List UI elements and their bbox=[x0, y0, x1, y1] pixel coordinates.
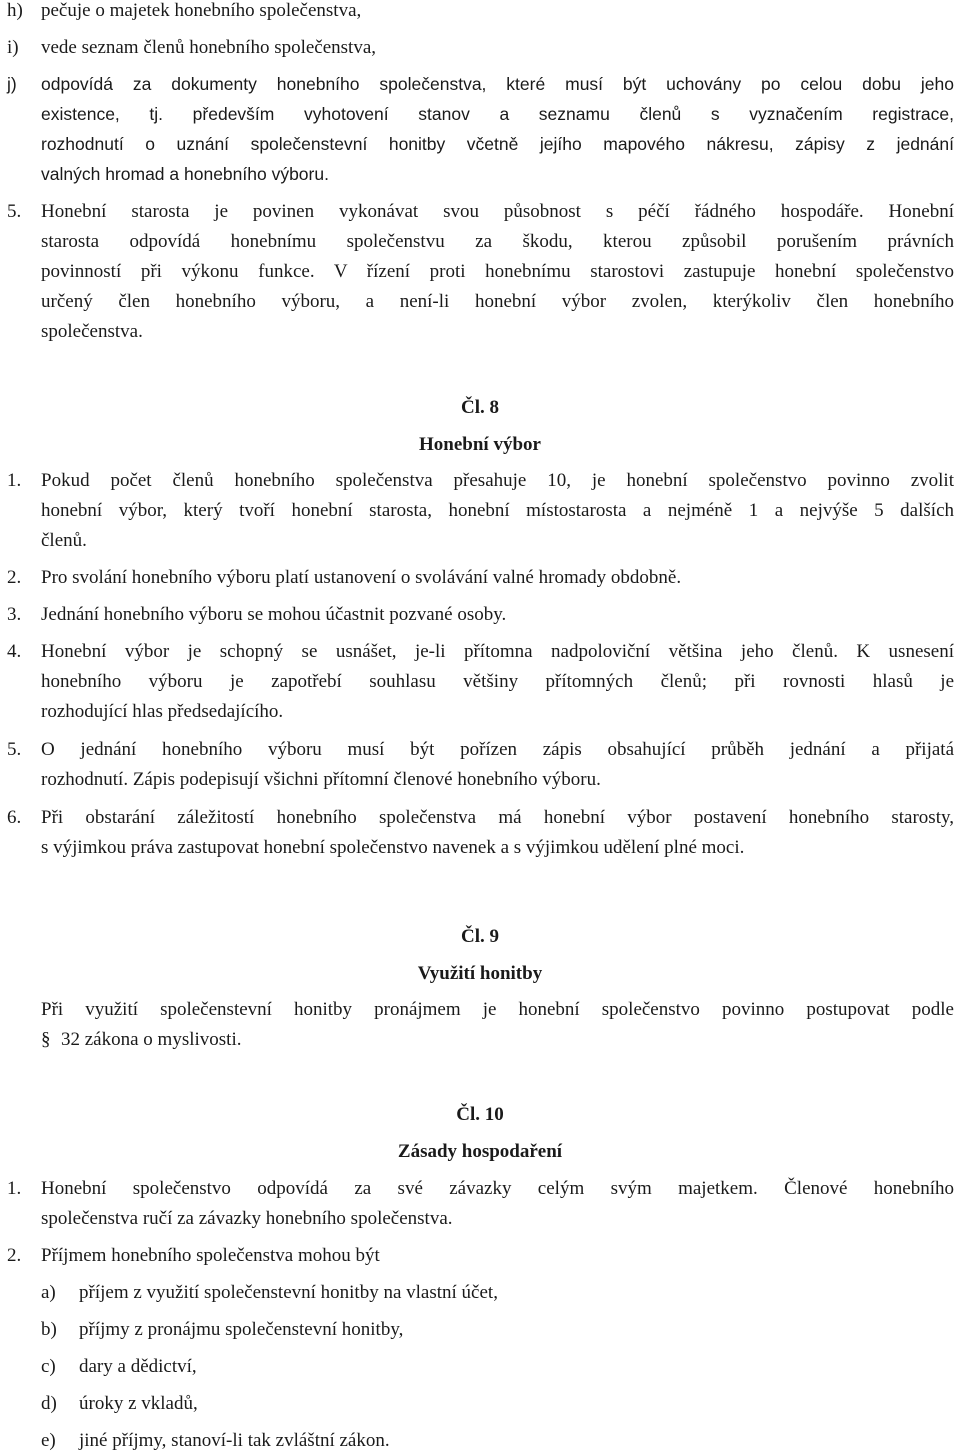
paragraph-line: Pokud počet členů honebního společenstva přesahuje 10, je honební společenstvo povinno zvolit bbox=[41, 470, 954, 491]
article-title: Honební výbor bbox=[419, 434, 541, 455]
paragraph-line: rozhodnutí. Zápis podepisují všichni přítomní členové honebního výboru. bbox=[41, 769, 601, 790]
item-text: úroky z vkladů, bbox=[79, 1393, 198, 1414]
section-sign: § bbox=[41, 1029, 51, 1050]
paragraph-line: Honební společenstvo odpovídá za své závazky celým svým majetkem. Členové honebního bbox=[41, 1178, 954, 1199]
paragraph-label: 4. bbox=[7, 641, 22, 662]
paragraph-line: valných hromad a honebního výboru. bbox=[41, 164, 329, 184]
paragraph-label: 2. bbox=[7, 1245, 22, 1266]
paragraph-label: 5. bbox=[7, 739, 22, 760]
paragraph-line: Honební výbor je schopný se usnášet, je-li přítomna nadpoloviční většina jeho členů. K usnesení bbox=[41, 641, 954, 662]
paragraph-line: odpovídá za dokumenty honebního společenstva, které musí být uchovány po celou dobu jeho bbox=[41, 74, 954, 94]
paragraph-label: 2. bbox=[7, 567, 22, 588]
article-title: Zásady hospodaření bbox=[397, 1141, 563, 1162]
item-label: c) bbox=[41, 1356, 56, 1377]
article-number: Čl. 9 bbox=[461, 926, 499, 947]
item-text: pečuje o majetek honebního společenstva, bbox=[41, 0, 362, 21]
article-title: Využití honitby bbox=[417, 963, 543, 984]
article-number: Čl. 8 bbox=[461, 397, 499, 418]
item-text: příjmy z pronájmu společenstevní honitby, bbox=[79, 1319, 404, 1340]
paragraph-line: s výjimkou práva zastupovat honební společenstvo navenek a s výjimkou udělení plné moci. bbox=[41, 837, 745, 858]
paragraph-line: Při využití společenstevní honitby pronájmem je honební společenstvo povinno postupovat podle bbox=[41, 999, 954, 1020]
paragraph-label: 6. bbox=[7, 807, 22, 828]
item-label: j) bbox=[7, 74, 17, 94]
paragraph-label: 5. bbox=[7, 201, 22, 222]
paragraph-line: rozhodující hlas předsedajícího. bbox=[41, 701, 284, 722]
paragraph-line: Příjmem honebního společenstva mohou být bbox=[41, 1245, 380, 1266]
item-text: jiné příjmy, stanoví-li tak zvláštní zákon. bbox=[79, 1430, 390, 1451]
paragraph-line: existence, tj. především vyhotovení stanov a seznamu členů s vyznačením registrace, bbox=[41, 104, 954, 124]
article-number: Čl. 10 bbox=[456, 1104, 504, 1125]
item-label: h) bbox=[7, 0, 23, 21]
paragraph-line: O jednání honebního výboru musí být pořízen zápis obsahující průběh jednání a přijatá bbox=[41, 739, 954, 760]
item-label: i) bbox=[7, 37, 19, 58]
paragraph-line: určený člen honebního výboru, a není-li honební výbor zvolen, kterýkoliv člen honebního bbox=[41, 291, 954, 312]
paragraph-line: společenstva. bbox=[41, 321, 143, 342]
item-label: e) bbox=[41, 1430, 56, 1451]
paragraph-label: 1. bbox=[7, 470, 22, 491]
paragraph-label: 3. bbox=[7, 604, 22, 625]
paragraph-line: honebního výboru je zapotřebí souhlasu většiny přítomných členů; při rovnosti hlasů je bbox=[41, 671, 954, 692]
paragraph-line: Honební starosta je povinen vykonávat svou působnost s péčí řádného hospodáře. Honební bbox=[41, 201, 954, 222]
item-label: b) bbox=[41, 1319, 57, 1340]
paragraph-line: rozhodnutí o uznání společenstevní honitby včetně jejího mapového nákresu, zápisy z jednání bbox=[41, 134, 954, 154]
item-text: vede seznam členů honebního společenstva, bbox=[41, 37, 377, 58]
paragraph-line: Pro svolání honebního výboru platí ustanovení o svolávání valné hromady obdobně. bbox=[41, 567, 682, 588]
paragraph-line: Jednání honebního výboru se mohou účastnit pozvané osoby. bbox=[41, 604, 507, 625]
item-label: a) bbox=[41, 1282, 56, 1303]
item-text: dary a dědictví, bbox=[79, 1356, 197, 1377]
paragraph-line: starosta odpovídá honebnímu společenstvu za škodu, kterou způsobil porušením právních bbox=[41, 231, 954, 252]
paragraph-line: 32 zákona o myslivosti. bbox=[61, 1029, 242, 1050]
paragraph-label: 1. bbox=[7, 1178, 22, 1199]
paragraph-line: společenstva ručí za závazky honebního společenstva. bbox=[41, 1208, 453, 1229]
paragraph-line: povinností při výkonu funkce. V řízení proti honebnímu starostovi zastupuje honební společenstvo bbox=[41, 261, 954, 282]
paragraph-line: honební výbor, který tvoří honební starosta, honební místostarosta a nejméně 1 a nejvýše 5 dalších bbox=[41, 500, 954, 521]
item-text: příjem z využití společenstevní honitby na vlastní účet, bbox=[79, 1282, 498, 1303]
item-label: d) bbox=[41, 1393, 57, 1414]
paragraph-line: členů. bbox=[41, 530, 87, 551]
paragraph-line: Při obstarání záležitostí honebního společenstva má honební výbor postavení honebního starosty, bbox=[41, 807, 954, 828]
